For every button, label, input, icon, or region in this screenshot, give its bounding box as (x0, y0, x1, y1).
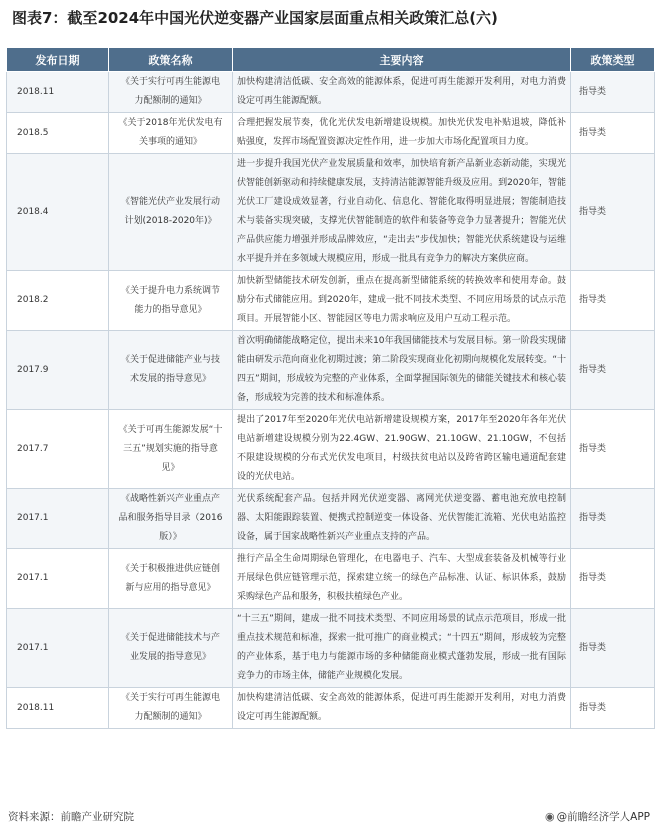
cell-date: 2017.1 (7, 549, 109, 609)
cell-policy-type: 指导类 (571, 489, 655, 549)
cell-policy-name: 《关于促进储能产业与技术发展的指导意见》 (109, 331, 233, 410)
footer (8, 808, 650, 826)
brand-attribution (545, 808, 650, 826)
cell-content: 加快新型储能技术研发创新，重点在提高新型储能系统的转换效率和使用寿命。鼓励分布式储能应用。到2020年，建成一批不同技术类型、不同应用场景的试点示范项目。开展智能小区、智能园区等电力需求响应及用户互动工程示范。 (233, 271, 571, 331)
header-main-content: 主要内容 (233, 48, 571, 72)
cell-policy-type: 指导类 (571, 410, 655, 489)
cell-date: 2017.9 (7, 331, 109, 410)
cell-policy-name: 《关于提升电力系统调节能力的指导意见》 (109, 271, 233, 331)
cell-date: 2018.11 (7, 688, 109, 729)
header-policy-name: 政策名称 (109, 48, 233, 72)
table-row (7, 271, 655, 331)
camera-icon: ◉ (545, 810, 555, 823)
table-row (7, 688, 655, 729)
source-note: 资料来源：前瞻产业研究院 (8, 811, 134, 823)
cell-policy-type: 指导类 (571, 271, 655, 331)
cell-date: 2018.5 (7, 113, 109, 154)
table-row (7, 154, 655, 271)
cell-policy-type: 指导类 (571, 609, 655, 688)
cell-content: 提出了2017年至2020年光伏电站新增建设规模方案，2017年至2020年各年光伏电站新增建设规模分别为22.4GW、21.90GW、21.10GW、21.10GW，不包括不限建设规模的分布式光伏发电项目，村级扶贫电站以及跨省跨区输电通道配套建设的光伏电站。 (233, 410, 571, 489)
header-policy-type: 政策类型 (571, 48, 655, 72)
policy-table (6, 47, 655, 729)
brand-label: @前瞻经济学人APP (556, 811, 650, 823)
cell-content: 加快构建清洁低碳、安全高效的能源体系，促进可再生能源开发利用，对电力消费设定可再生能源配额。 (233, 688, 571, 729)
cell-date: 2017.1 (7, 489, 109, 549)
cell-policy-name: 《战略性新兴产业重点产品和服务指导目录（2016版）》 (109, 489, 233, 549)
table-header-row (7, 48, 655, 72)
cell-content: 首次明确储能战略定位，提出未来10年我国储能技术与发展目标。第一阶段实现储能由研发示范向商业化初期过渡；第二阶段实现商业化初期向规模化发展转变。“十四五”期间，形成较为完整的产业体系，全面掌握国际领先的储能关键技术和核心装备，形成较为完善的技术和标准体系。 (233, 331, 571, 410)
cell-policy-type: 指导类 (571, 72, 655, 113)
cell-date: 2018.4 (7, 154, 109, 271)
cell-policy-type: 指导类 (571, 154, 655, 271)
cell-content: 合理把握发展节奏，优化光伏发电新增建设规模。加快光伏发电补贴退坡，降低补贴强度，发挥市场配置资源决定性作用，进一步加大市场化配置项目力度。 (233, 113, 571, 154)
cell-content: 推行产品全生命周期绿色管理化，在电器电子、汽车、大型成套装备及机械等行业开展绿色供应链管理示范，探索建立统一的绿色产品标准、认证、标识体系，鼓励采购绿色产品和服务，积极扶植绿色产业。 (233, 549, 571, 609)
header-date: 发布日期 (7, 48, 109, 72)
cell-policy-name: 《关于可再生能源发展“十三五”规划实施的指导意见》 (109, 410, 233, 489)
cell-content: 加快构建清洁低碳、安全高效的能源体系，促进可再生能源开发利用，对电力消费设定可再生能源配额。 (233, 72, 571, 113)
table-row (7, 609, 655, 688)
table-row (7, 489, 655, 549)
cell-policy-name: 《关于2018年光伏发电有关事项的通知》 (109, 113, 233, 154)
cell-policy-name: 《关于实行可再生能源电力配额制的通知》 (109, 688, 233, 729)
cell-date: 2017.7 (7, 410, 109, 489)
cell-policy-type: 指导类 (571, 688, 655, 729)
cell-date: 2017.1 (7, 609, 109, 688)
cell-content: “十三五”期间，建成一批不同技术类型、不同应用场景的试点示范项目，形成一批重点技术规范和标准，探索一批可推广的商业模式；“十四五”期间，形成较为完整的产业体系，基于电力与能源市场的多种储能商业模式蓬勃发展，形成一批有国际竞争力的市场主体，储能产业规模化发展。 (233, 609, 571, 688)
cell-policy-type: 指导类 (571, 113, 655, 154)
chart-title: 图表7：截至2024年中国光伏逆变器产业国家层面重点相关政策汇总(六) (12, 9, 498, 27)
table-row (7, 72, 655, 113)
cell-policy-name: 《关于促进储能技术与产业发展的指导意见》 (109, 609, 233, 688)
cell-content: 进一步提升我国光伏产业发展质量和效率，加快培育新产品新业态新动能，实现光伏智能创新驱动和持续健康发展，支持清洁能源智能升级及应用。到2020年，智能光伏工厂建设成效显著，行业自动化、信息化、智能化取得明显进展；智能制造技术与装备实现突破，支撑光伏智能制造的软件和装备等竞争力显著提升；智能光伏产品供应能力增强并形成品牌效应，“走出去”步伐加快；智能光伏系统建设与运维水平提升并在多领域大规模应用，形成一批具有竞争力的解决方案供应商。 (233, 154, 571, 271)
cell-date: 2018.2 (7, 271, 109, 331)
cell-content: 光伏系统配套产品。包括并网光伏逆变器、离网光伏逆变器、蓄电池充放电控制器、太阳能跟踪装置、便携式控制逆变一体设备、光伏智能汇流箱、光伏电站监控设备，属于国家战略性新兴产业重点支持的产品。 (233, 489, 571, 549)
table-row (7, 113, 655, 154)
cell-policy-name: 《关于积极推进供应链创新与应用的指导意见》 (109, 549, 233, 609)
cell-policy-type: 指导类 (571, 549, 655, 609)
table-row (7, 410, 655, 489)
cell-date: 2018.11 (7, 72, 109, 113)
cell-policy-name: 《关于实行可再生能源电力配额制的通知》 (109, 72, 233, 113)
table-row (7, 549, 655, 609)
cell-policy-name: 《智能光伏产业发展行动计划(2018-2020年)》 (109, 154, 233, 271)
cell-policy-type: 指导类 (571, 331, 655, 410)
table-row (7, 331, 655, 410)
